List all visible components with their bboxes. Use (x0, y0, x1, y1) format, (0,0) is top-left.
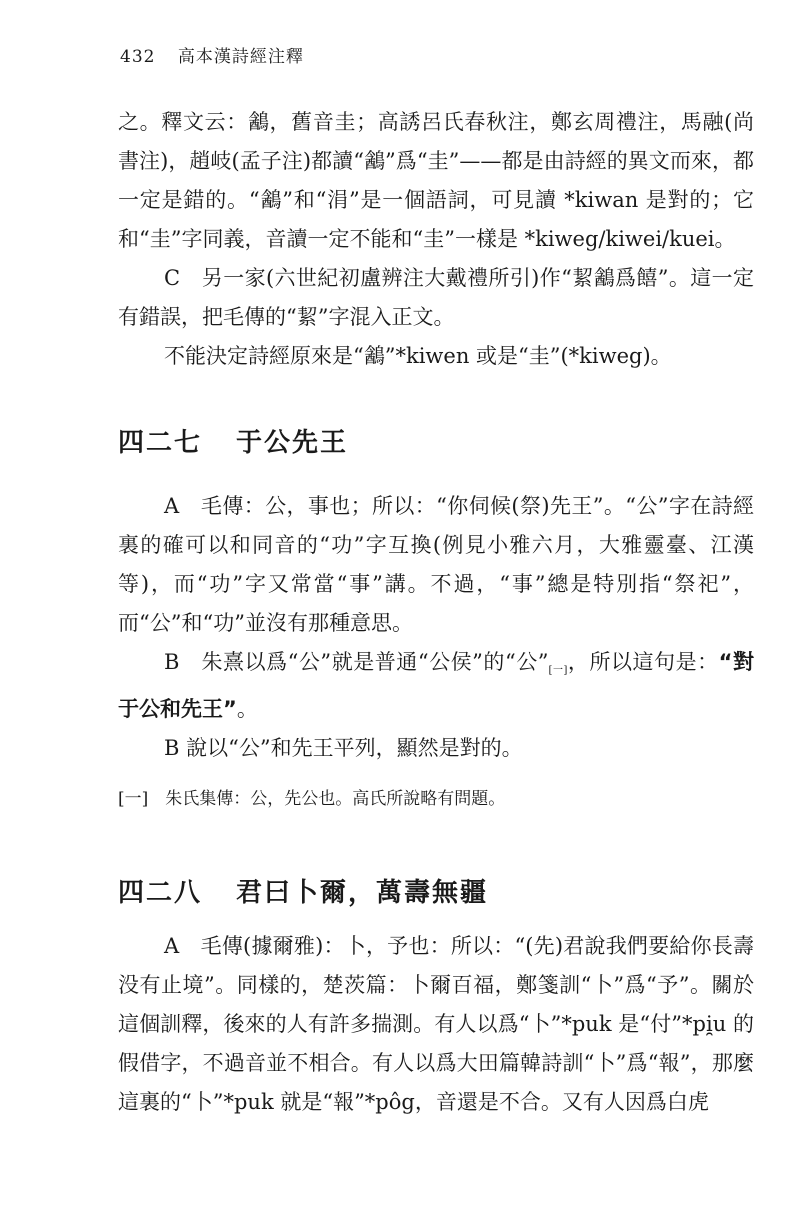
text-run: ，所以這句是： (567, 650, 719, 674)
section-title: 于公先王 (236, 428, 349, 458)
paragraph: B 說以“公”和先王平列，顯然是對的。 (164, 736, 523, 760)
section-number: 四二七 (118, 428, 203, 458)
footnote-marker: [一] (548, 665, 568, 676)
page-header (120, 42, 304, 67)
bold-translation: “對于公和先王” (118, 650, 754, 721)
footnote: [一] 朱氏集傳：公，先公也。高氏所說略有問題。 (118, 789, 506, 809)
section-426-continued (118, 103, 754, 376)
page-number: 432 (120, 47, 156, 67)
text-run: 。 (236, 697, 258, 721)
paragraph: 之。釋文云：䳺，舊音圭；高誘呂氏春秋注，鄭玄周禮注，馬融(尚書注)，趙岐(孟子注)都讀“䳺”爲“圭”——都是由詩經的異文而來，都一定是錯的。“䳺”和“涓”是一個語詞，可見讀 *kiwan 是對的；它和“圭”字同義，音讀一定不能和“圭”一樣是 *kiweg/kiwei/kuei。 (118, 110, 754, 251)
section-number: 四二八 (118, 878, 203, 908)
paragraph: A 毛傳(據爾雅)：卜，予也：所以：“(先)君說我們要給你長壽没有止境”。同樣的，楚茨篇：卜爾百福，鄭箋訓“卜”爲“予”。關於這個訓釋，後來的人有許多揣測。有人以爲“卜”*puk 是“付”*pi̯u 的假借字，不過音並不相合。有人以爲大田篇韓詩訓“卜”爲“報”，那麼這裏的“卜”*puk 就是“報”*pôg，音還是不合。又有人因爲白虎 (118, 934, 754, 1114)
section-427-body (118, 487, 754, 768)
section-title: 君曰卜爾，萬壽無疆 (236, 878, 489, 908)
paragraph (118, 643, 754, 729)
book-title: 高本漢詩經注釋 (177, 47, 304, 67)
section-428-body (118, 927, 754, 1122)
paragraph: C 另一家(六世紀初盧辨注大戴禮所引)作“絜䳺爲饎”。這一定有錯誤，把毛傳的“絜”字混入正文。 (118, 266, 754, 329)
paragraph: A 毛傳：公，事也；所以：“你伺候(祭)先王”。“公”字在詩經裏的確可以和同音的“功”字互換(例見小雅六月，大雅靈臺、江漢等)，而“功”字又常當“事”講。不過，“事”總是特別指“祭祀”，而“公”和“功”並沒有那種意思。 (118, 494, 754, 635)
text-run: B 朱熹以爲“公”就是普通“公侯”的“公” (164, 650, 549, 674)
paragraph: 不能決定詩經原來是“䳺”*kiwen 或是“圭”(*kiweg)。 (164, 344, 672, 368)
section-heading-428 (118, 872, 488, 909)
section-heading-427 (118, 422, 348, 459)
